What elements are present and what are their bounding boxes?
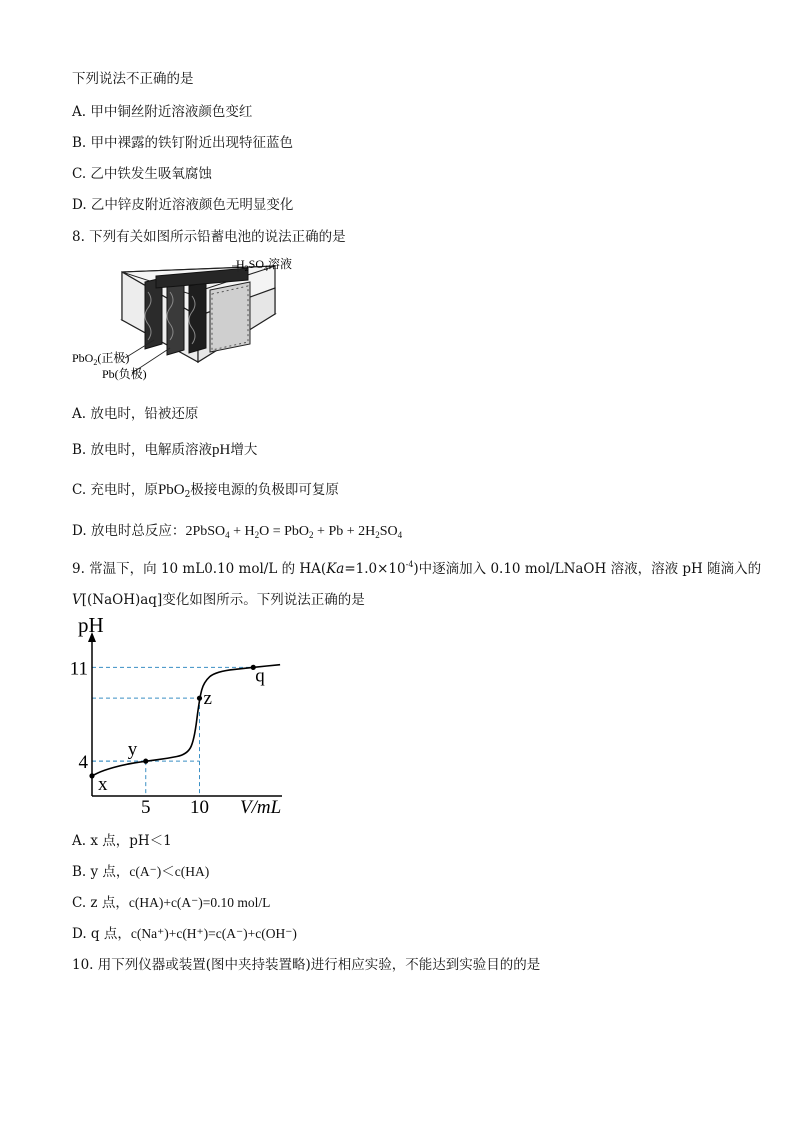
y-tick-label: 4: [78, 752, 88, 774]
q8-prompt: 8. 下列有关如图所示铅蓄电池的说法正确的是: [72, 229, 346, 245]
y-tick-label: 11: [70, 658, 88, 680]
lead-acid-battery-figure: [70, 252, 320, 392]
label-pb: Pb(负极): [102, 367, 147, 381]
point-label-x: x: [98, 773, 108, 795]
point-label-z: z: [203, 688, 212, 710]
x-axis-label: V/mL: [240, 797, 282, 818]
label-pbo2: PbO$_2$(正极): [72, 351, 130, 367]
q9-option-a: A. x 点，pH＜1: [72, 833, 172, 849]
point-y: [143, 759, 148, 764]
titration-curve: [92, 665, 280, 776]
point-label-y: y: [127, 739, 138, 761]
q9-prompt-line1: 9. 常温下，向 10 mL0.10 mol/L 的 $HA(Ka=1.0\times 10^{-4})$中逐滴加入 0.10 mol/LNaOH 溶液，溶液 pH 随滴入的: [72, 560, 762, 577]
x-tick-label: 5: [141, 797, 151, 818]
q7-option-c: C. 乙中铁发生吸氧腐蚀: [72, 166, 212, 182]
q9-option-c: C. z 点，c(HA)+c(A⁻)=0.10 mol/L: [72, 895, 271, 911]
q7-option-d: D. 乙中锌皮附近溶液颜色无明显变化: [72, 197, 294, 213]
q9-option-d: D. q 点，c(Na⁺)+c(H⁺)=c(A⁻)+c(OH⁻): [72, 926, 297, 942]
q9-option-b: B. y 点，c(A⁻)＜c(HA): [72, 864, 210, 880]
q9-prompt-line2: V[(NaOH)aq]变化如图所示。下列说法正确的是: [72, 592, 365, 608]
q7-option-b: B. 甲中裸露的铁钉附近出现特征蓝色: [72, 135, 294, 151]
q8-option-c: C. 充电时，原PbO$_2$极接电源的负极即可复原: [72, 482, 339, 500]
q10-prompt: 10. 用下列仪器或装置(图中夹持装置略)进行相应实验，不能达到实验目的的是: [72, 957, 541, 973]
q7-option-a: A. 甲中铜丝附近溶液颜色变红: [72, 104, 253, 120]
label-acid: $H_2SO_4$溶液: [236, 257, 293, 273]
point-z: [197, 696, 202, 701]
point-x: [89, 773, 94, 778]
y-axis-label: pH: [78, 613, 104, 637]
point-label-q: q: [255, 665, 265, 687]
titration-curve-chart: [70, 610, 310, 820]
q8-option-b: B. 放电时，电解质溶液pH增大: [72, 442, 258, 458]
x-tick-label: 10: [190, 797, 209, 818]
q8-option-a: A. 放电时，铅被还原: [72, 406, 199, 422]
q7-prompt: 下列说法不正确的是: [72, 71, 194, 87]
q8-option-d: D. 放电时总反应：2PbSO$_4$ + $H_2O = PbO_2 + Pb + 2H_2SO_4$: [72, 523, 403, 540]
